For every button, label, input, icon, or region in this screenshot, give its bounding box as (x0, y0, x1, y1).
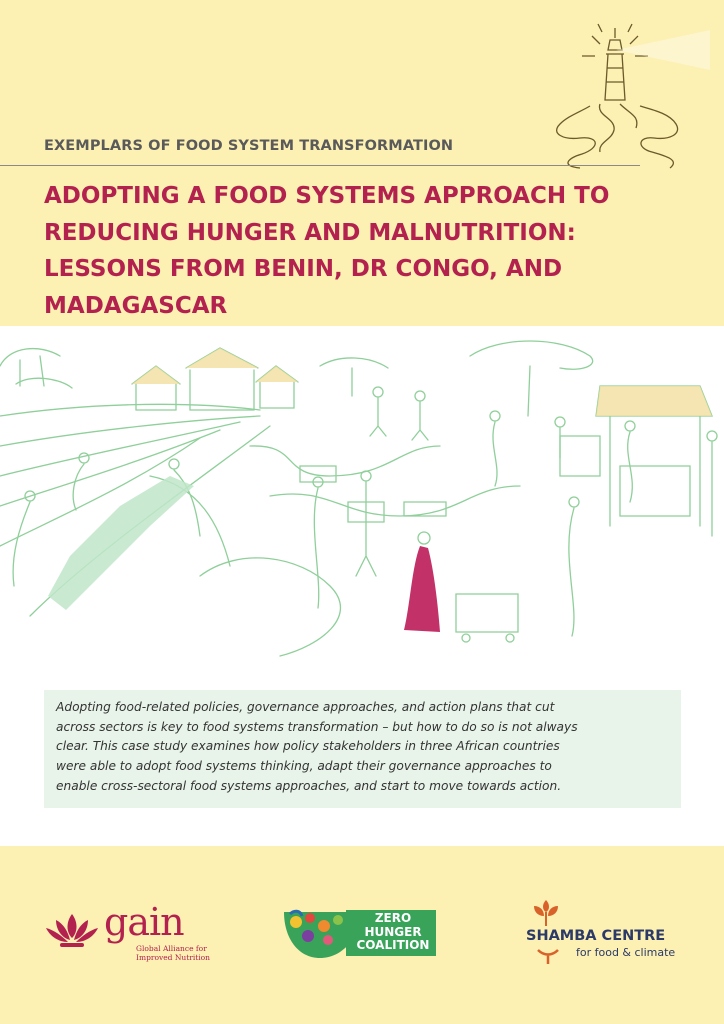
abstract-line: enable cross-sectoral food systems approaches, and start to move towards action. (56, 778, 562, 793)
cover-top-band (0, 0, 724, 326)
abstract-line: clear. This case study examines how policy stakeholders in three African countries (56, 739, 560, 754)
gain-subtitle (136, 944, 216, 962)
page-title (44, 178, 684, 324)
shamba-wordmark: SHAMBA CENTRE (526, 928, 666, 944)
title-line: ADOPTING A FOOD SYSTEMS APPROACH TO (44, 183, 610, 209)
title-line: LESSONS FROM BENIN, DR CONGO, AND (44, 256, 563, 282)
series-divider (0, 165, 640, 166)
gain-subtitle-line: Global Alliance for (136, 944, 207, 953)
zero-hunger-coalition-logo (280, 908, 440, 960)
lighthouse-illustration (520, 20, 710, 170)
shamba-tagline: for food & climate (576, 946, 676, 959)
shamba-root-icon (534, 946, 564, 966)
gain-logo (44, 900, 214, 966)
abstract-line: across sectors is key to food systems transformation – but how to do so is not always (56, 719, 578, 734)
zhc-line: ZERO (374, 911, 412, 925)
gain-lotus-icon (44, 910, 100, 950)
gain-wordmark: gain (104, 900, 184, 944)
title-line: MADAGASCAR (44, 292, 228, 319)
shamba-sprout-icon (528, 898, 568, 928)
shamba-centre-logo (524, 898, 684, 970)
abstract-text (56, 698, 672, 797)
food-systems-illustration (0, 326, 724, 666)
gain-subtitle-line: Improved Nutrition (136, 953, 210, 962)
zhc-wordmark (350, 912, 436, 953)
abstract-line: were able to adopt food systems thinking, adapt their governance approaches to (56, 759, 552, 774)
zhc-line: COALITION (356, 938, 430, 952)
title-line: REDUCING HUNGER AND MALNUTRITION: (44, 219, 576, 246)
abstract-line: Adopting food-related policies, governance approaches, and action plans that cut (56, 700, 555, 714)
series-label: EXEMPLARS OF FOOD SYSTEM TRANSFORMATION (44, 138, 454, 154)
zhc-line: HUNGER (364, 924, 422, 939)
